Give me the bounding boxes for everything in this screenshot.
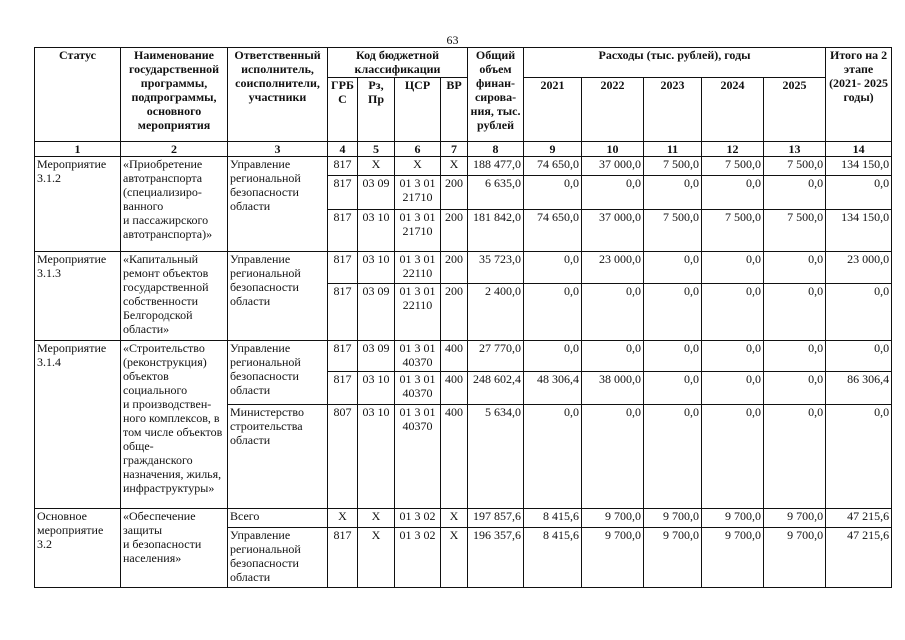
cell-2025: 0,0 xyxy=(764,252,826,284)
cell-2021: 48 306,4 xyxy=(524,372,582,405)
cell-2024: 9 700,0 xyxy=(702,528,764,588)
cell-2022: 23 000,0 xyxy=(582,252,644,284)
cell-2023: 7 500,0 xyxy=(644,210,702,252)
cell-rzpr: 03 09 xyxy=(358,341,395,372)
cell-2021: 8 415,6 xyxy=(524,509,582,528)
cell-2023: 0,0 xyxy=(644,252,702,284)
column-number: 13 xyxy=(764,142,826,157)
cell-csr: 01 3 02 xyxy=(395,528,441,588)
cell-vr: 200 xyxy=(441,176,468,210)
column-number: 7 xyxy=(441,142,468,157)
cell-2024: 9 700,0 xyxy=(702,509,764,528)
cell-2025: 0,0 xyxy=(764,341,826,372)
cell-stage-total: 0,0 xyxy=(826,284,892,341)
header-responsible: Ответственный исполнитель, соисполнители, участники xyxy=(228,48,328,142)
cell-2021: 0,0 xyxy=(524,252,582,284)
row-responsible: Всего xyxy=(228,509,328,528)
cell-rzpr: Х xyxy=(358,157,395,176)
cell-2022: 37 000,0 xyxy=(582,210,644,252)
cell-2021: 0,0 xyxy=(524,405,582,509)
cell-2025: 0,0 xyxy=(764,284,826,341)
cell-stage-total: 23 000,0 xyxy=(826,252,892,284)
cell-total: 188 477,0 xyxy=(468,157,524,176)
cell-2022: 9 700,0 xyxy=(582,528,644,588)
table-row xyxy=(35,157,892,176)
budget-table xyxy=(34,47,892,588)
header-year-2025: 2025 xyxy=(764,78,826,142)
cell-2023: 0,0 xyxy=(644,372,702,405)
header-budget-code: Код бюджетной классификации xyxy=(328,48,468,78)
cell-total: 2 400,0 xyxy=(468,284,524,341)
cell-2021: 74 650,0 xyxy=(524,210,582,252)
cell-csr: 01 3 01 21710 xyxy=(395,210,441,252)
cell-csr: 01 3 01 22110 xyxy=(395,252,441,284)
cell-stage-total: 134 150,0 xyxy=(826,157,892,176)
cell-total: 5 634,0 xyxy=(468,405,524,509)
row-name: «Обеспечение защиты и безопасности населения» xyxy=(121,509,228,588)
row-responsible: Управление региональной безопасности области xyxy=(228,252,328,341)
cell-csr: Х xyxy=(395,157,441,176)
cell-grbs: 817 xyxy=(328,528,358,588)
cell-grbs: 817 xyxy=(328,252,358,284)
header-year-2022: 2022 xyxy=(582,78,644,142)
header-year-2024: 2024 xyxy=(702,78,764,142)
cell-2022: 9 700,0 xyxy=(582,509,644,528)
table-row xyxy=(35,252,892,284)
header-year-2023: 2023 xyxy=(644,78,702,142)
row-status: Мероприятие 3.1.2 xyxy=(35,157,121,252)
cell-csr: 01 3 01 21710 xyxy=(395,176,441,210)
cell-2024: 7 500,0 xyxy=(702,157,764,176)
row-responsible: Управление региональной безопасности области xyxy=(228,528,328,588)
cell-grbs: 807 xyxy=(328,405,358,509)
cell-csr: 01 3 01 40370 xyxy=(395,372,441,405)
cell-csr: 01 3 02 xyxy=(395,509,441,528)
cell-2022: 0,0 xyxy=(582,176,644,210)
cell-2023: 9 700,0 xyxy=(644,528,702,588)
column-number: 2 xyxy=(121,142,228,157)
cell-2025: 0,0 xyxy=(764,372,826,405)
cell-vr: 400 xyxy=(441,372,468,405)
cell-rzpr: 03 10 xyxy=(358,372,395,405)
header-year-2021: 2021 xyxy=(524,78,582,142)
row-responsible: Управление региональной безопасности области xyxy=(228,157,328,252)
cell-2024: 0,0 xyxy=(702,372,764,405)
row-name: «Приобретение автотранспорта (специализиро- ванного и пассажирского автотранспорта)» xyxy=(121,157,228,252)
header-total-volume: Общий объем финан- сирова- ния, тыс. рублей xyxy=(468,48,524,142)
cell-2025: 9 700,0 xyxy=(764,509,826,528)
cell-grbs: 817 xyxy=(328,341,358,372)
cell-2024: 0,0 xyxy=(702,176,764,210)
cell-2025: 0,0 xyxy=(764,176,826,210)
row-name: «Капитальный ремонт объектов государственной собственности Белгородской области» xyxy=(121,252,228,341)
cell-2024: 0,0 xyxy=(702,405,764,509)
cell-2024: 0,0 xyxy=(702,284,764,341)
cell-vr: 200 xyxy=(441,252,468,284)
cell-total: 196 357,6 xyxy=(468,528,524,588)
cell-stage-total: 47 215,6 xyxy=(826,528,892,588)
cell-2025: 7 500,0 xyxy=(764,210,826,252)
row-status: Мероприятие 3.1.4 xyxy=(35,341,121,509)
row-responsible: Министерство строительства области xyxy=(228,405,328,509)
cell-total: 248 602,4 xyxy=(468,372,524,405)
cell-rzpr: 03 10 xyxy=(358,252,395,284)
cell-2023: 0,0 xyxy=(644,176,702,210)
cell-2022: 0,0 xyxy=(582,405,644,509)
cell-rzpr: 03 10 xyxy=(358,210,395,252)
cell-2025: 9 700,0 xyxy=(764,528,826,588)
header-name: Наименование государственной программы, подпрограммы, основного мероприятия xyxy=(121,48,228,142)
cell-vr: Х xyxy=(441,157,468,176)
cell-grbs: 817 xyxy=(328,210,358,252)
cell-2022: 0,0 xyxy=(582,284,644,341)
table-row xyxy=(35,341,892,372)
row-status: Мероприятие 3.1.3 xyxy=(35,252,121,341)
cell-total: 197 857,6 xyxy=(468,509,524,528)
cell-2021: 0,0 xyxy=(524,284,582,341)
column-number: 9 xyxy=(524,142,582,157)
cell-2022: 38 000,0 xyxy=(582,372,644,405)
column-number: 1 xyxy=(35,142,121,157)
header-status: Статус xyxy=(35,48,121,142)
cell-total: 6 635,0 xyxy=(468,176,524,210)
cell-rzpr: 03 09 xyxy=(358,176,395,210)
cell-2025: 7 500,0 xyxy=(764,157,826,176)
cell-2023: 0,0 xyxy=(644,284,702,341)
header-expenses: Расходы (тыс. рублей), годы xyxy=(524,48,826,78)
column-number: 4 xyxy=(328,142,358,157)
header-row-1 xyxy=(35,48,892,78)
cell-vr: 200 xyxy=(441,284,468,341)
header-grbs: ГРБ С xyxy=(328,78,358,142)
row-status: Основное мероприятие 3.2 xyxy=(35,509,121,588)
cell-rzpr: 03 09 xyxy=(358,284,395,341)
row-name: «Строительство (реконструкция) объектов социального и производствен- ного комплексов, в том числе объектов обще- гражданского назначения, жилья, инфраструктуры» xyxy=(121,341,228,509)
column-number: 11 xyxy=(644,142,702,157)
cell-vr: Х xyxy=(441,509,468,528)
column-number: 5 xyxy=(358,142,395,157)
cell-2024: 0,0 xyxy=(702,341,764,372)
column-number: 3 xyxy=(228,142,328,157)
column-number-row xyxy=(35,142,892,157)
cell-csr: 01 3 01 40370 xyxy=(395,405,441,509)
column-number: 12 xyxy=(702,142,764,157)
cell-stage-total: 86 306,4 xyxy=(826,372,892,405)
cell-2022: 0,0 xyxy=(582,341,644,372)
cell-2022: 37 000,0 xyxy=(582,157,644,176)
header-csr: ЦСР xyxy=(395,78,441,142)
cell-grbs: 817 xyxy=(328,372,358,405)
cell-grbs: Х xyxy=(328,509,358,528)
cell-rzpr: Х xyxy=(358,528,395,588)
cell-2023: 0,0 xyxy=(644,405,702,509)
table-row xyxy=(35,509,892,528)
cell-stage-total: 0,0 xyxy=(826,405,892,509)
cell-2025: 0,0 xyxy=(764,405,826,509)
cell-stage-total: 0,0 xyxy=(826,176,892,210)
cell-vr: 200 xyxy=(441,210,468,252)
cell-2021: 74 650,0 xyxy=(524,157,582,176)
cell-stage-total: 0,0 xyxy=(826,341,892,372)
cell-2023: 9 700,0 xyxy=(644,509,702,528)
cell-grbs: 817 xyxy=(328,176,358,210)
cell-2023: 7 500,0 xyxy=(644,157,702,176)
cell-stage-total: 134 150,0 xyxy=(826,210,892,252)
cell-rzpr: 03 10 xyxy=(358,405,395,509)
cell-2021: 8 415,6 xyxy=(524,528,582,588)
page-number: 63 xyxy=(446,33,459,47)
cell-vr: 400 xyxy=(441,341,468,372)
column-number: 8 xyxy=(468,142,524,157)
cell-vr: 400 xyxy=(441,405,468,509)
cell-grbs: 817 xyxy=(328,284,358,341)
cell-total: 181 842,0 xyxy=(468,210,524,252)
cell-2021: 0,0 xyxy=(524,341,582,372)
cell-2021: 0,0 xyxy=(524,176,582,210)
header-stage-total: Итого на 2 этапе (2021- 2025 годы) xyxy=(826,48,892,142)
cell-csr: 01 3 01 40370 xyxy=(395,341,441,372)
cell-rzpr: Х xyxy=(358,509,395,528)
header-vr: ВР xyxy=(441,78,468,142)
row-responsible: Управление региональной безопасности области xyxy=(228,341,328,405)
cell-vr: Х xyxy=(441,528,468,588)
cell-grbs: 817 xyxy=(328,157,358,176)
cell-2024: 0,0 xyxy=(702,252,764,284)
column-number: 14 xyxy=(826,142,892,157)
cell-stage-total: 47 215,6 xyxy=(826,509,892,528)
header-rzpr: Рз, Пр xyxy=(358,78,395,142)
cell-total: 35 723,0 xyxy=(468,252,524,284)
cell-total: 27 770,0 xyxy=(468,341,524,372)
cell-csr: 01 3 01 22110 xyxy=(395,284,441,341)
cell-2024: 7 500,0 xyxy=(702,210,764,252)
column-number: 6 xyxy=(395,142,441,157)
column-number: 10 xyxy=(582,142,644,157)
cell-2023: 0,0 xyxy=(644,341,702,372)
